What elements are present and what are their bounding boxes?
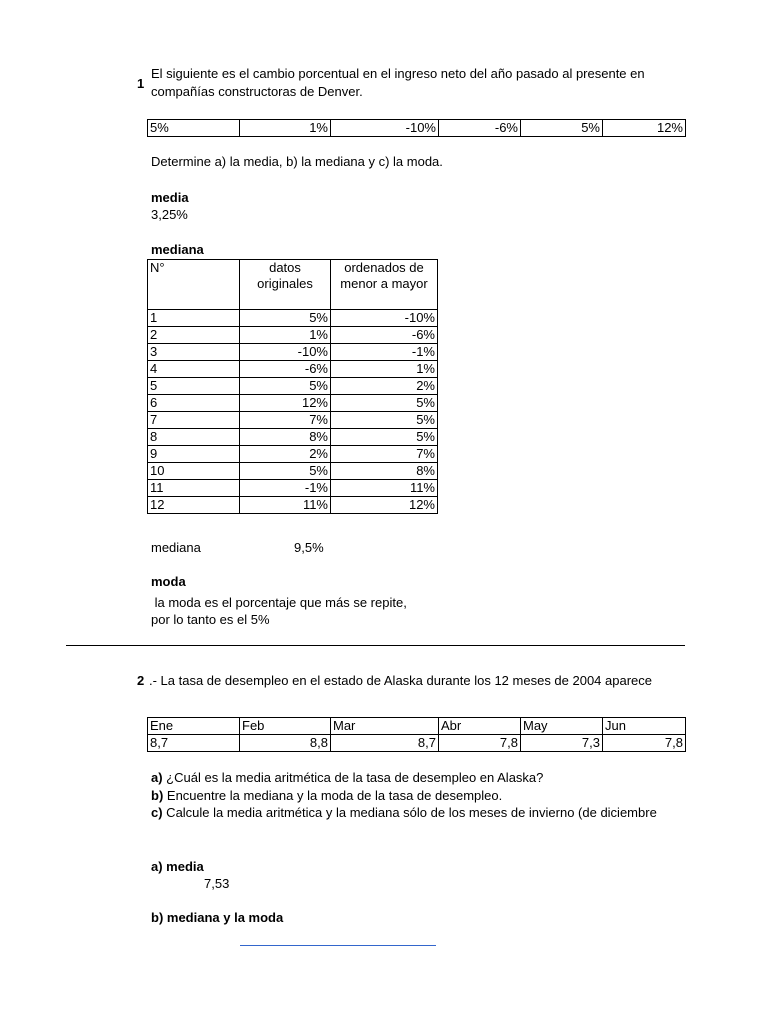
column-header-datos — [240, 260, 331, 310]
table-row — [148, 446, 438, 463]
table-row — [148, 361, 438, 378]
problem-1-statement-line2: compañías constructoras de Denver. — [151, 84, 363, 99]
data-cell: 12% — [603, 120, 686, 137]
answer-b-heading: b) mediana y la moda — [151, 910, 284, 925]
original-value: 1% — [240, 327, 331, 344]
question-c-label: c) — [151, 805, 163, 820]
month-value: 8,7 — [148, 735, 240, 752]
month-value: 7,8 — [439, 735, 521, 752]
media-value: 3,25% — [151, 207, 188, 222]
row-number: 6 — [148, 395, 240, 412]
original-value: 11% — [240, 497, 331, 514]
column-header-ordenados-line1: ordenados de — [344, 260, 424, 275]
original-value: 2% — [240, 446, 331, 463]
table-row — [148, 395, 438, 412]
question-c — [151, 805, 685, 820]
row-number: 2 — [148, 327, 240, 344]
row-number: 11 — [148, 480, 240, 497]
problem-1-statement-line1: El siguiente es el cambio porcentual en el ingreso neto del año pasado al presente en — [151, 66, 645, 81]
table-row — [148, 429, 438, 446]
sorted-value: -10% — [331, 310, 438, 327]
sorted-value: -6% — [331, 327, 438, 344]
mediana-table — [147, 259, 438, 514]
table-row — [148, 480, 438, 497]
sorted-value: 11% — [331, 480, 438, 497]
question-b — [151, 788, 502, 803]
column-header-datos-line2: originales — [257, 276, 313, 291]
sorted-value: -1% — [331, 344, 438, 361]
month-header: Mar — [331, 718, 439, 735]
original-value: 5% — [240, 310, 331, 327]
sorted-value: 2% — [331, 378, 438, 395]
row-number: 5 — [148, 378, 240, 395]
original-value: 5% — [240, 378, 331, 395]
column-header-datos-line1: datos — [269, 260, 301, 275]
media-heading: media — [151, 190, 189, 205]
original-value: -1% — [240, 480, 331, 497]
mediana-result-value: 9,5% — [294, 540, 324, 555]
table-row — [148, 497, 438, 514]
section-divider — [66, 645, 685, 646]
table-row — [148, 378, 438, 395]
row-number: 9 — [148, 446, 240, 463]
question-b-label: b) — [151, 788, 164, 803]
table-row — [148, 310, 438, 327]
mediana-result-label: mediana — [151, 540, 201, 555]
question-b-text: Encuentre la mediana y la moda de la tasa de desempleo. — [163, 788, 503, 803]
problem-1-number: 1 — [137, 76, 145, 91]
mediana-heading: mediana — [151, 242, 204, 257]
moda-text-line2: por lo tanto es el 5% — [151, 612, 270, 627]
sorted-value: 5% — [331, 429, 438, 446]
question-a — [151, 770, 543, 785]
original-value: 7% — [240, 412, 331, 429]
moda-text-line1: la moda es el porcentaje que más se repite, — [151, 595, 407, 610]
data-cell: 1% — [240, 120, 331, 137]
data-cell: -6% — [439, 120, 521, 137]
original-value: 12% — [240, 395, 331, 412]
sorted-value: 7% — [331, 446, 438, 463]
month-header: Feb — [240, 718, 331, 735]
row-number: 12 — [148, 497, 240, 514]
problem-2-number: 2 — [137, 673, 145, 688]
sorted-value: 1% — [331, 361, 438, 378]
row-number: 4 — [148, 361, 240, 378]
problem-2-statement: .- La tasa de desempleo en el estado de Alaska durante los 12 meses de 2004 aparece — [149, 673, 653, 688]
table-row — [148, 327, 438, 344]
data-cell: 5% — [148, 120, 240, 137]
problem-2-months-table — [147, 717, 686, 752]
question-a-text: ¿Cuál es la media aritmética de la tasa de desempleo en Alaska? — [162, 770, 544, 785]
sorted-value: 5% — [331, 395, 438, 412]
table-row — [148, 463, 438, 480]
month-value: 7,8 — [603, 735, 686, 752]
month-header: Jun — [603, 718, 686, 735]
month-value: 8,7 — [331, 735, 439, 752]
answer-a-heading: a) media — [151, 859, 204, 874]
question-c-text: Calcule la media aritmética y la mediana sólo de los meses de invierno (de diciembre — [162, 805, 657, 820]
data-cell: 5% — [521, 120, 603, 137]
row-number: 10 — [148, 463, 240, 480]
sorted-value: 5% — [331, 412, 438, 429]
selection-underline — [240, 945, 436, 946]
table-row — [148, 412, 438, 429]
original-value: -10% — [240, 344, 331, 361]
row-number: 8 — [148, 429, 240, 446]
sorted-value: 8% — [331, 463, 438, 480]
sorted-value: 12% — [331, 497, 438, 514]
month-value: 7,3 — [521, 735, 603, 752]
column-header-ordenados — [331, 260, 438, 310]
moda-heading: moda — [151, 574, 186, 589]
problem-1-instruction: Determine a) la media, b) la mediana y c) la moda. — [151, 154, 443, 169]
original-value: -6% — [240, 361, 331, 378]
month-header: Ene — [148, 718, 240, 735]
problem-1-data-row — [147, 119, 686, 137]
data-cell: -10% — [331, 120, 439, 137]
question-a-label: a) — [151, 770, 163, 785]
row-number: 7 — [148, 412, 240, 429]
month-value: 8,8 — [240, 735, 331, 752]
original-value: 5% — [240, 463, 331, 480]
month-header: Abr — [439, 718, 521, 735]
column-header-ordenados-line2: menor a mayor — [340, 276, 428, 291]
row-number: 1 — [148, 310, 240, 327]
row-number: 3 — [148, 344, 240, 361]
answer-a-value: 7,53 — [204, 876, 230, 891]
column-header-n: N° — [148, 260, 240, 310]
month-header: May — [521, 718, 603, 735]
original-value: 8% — [240, 429, 331, 446]
table-row — [148, 344, 438, 361]
